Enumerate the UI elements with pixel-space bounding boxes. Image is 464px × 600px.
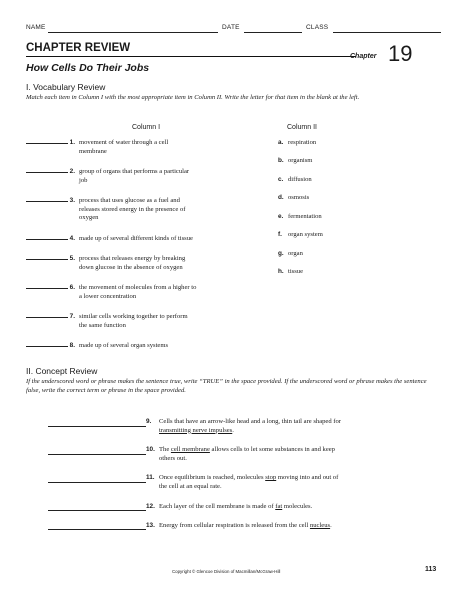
option-item: e. fermentation: [278, 213, 322, 220]
answer-blank[interactable]: [26, 172, 68, 173]
item-number: 3.: [69, 197, 75, 204]
item-text: membrane: [79, 147, 107, 155]
concept-text: The cell membrane allows cells to let some substances in and keep others out.: [159, 446, 335, 462]
list-item: [26, 197, 186, 222]
answer-blank[interactable]: [26, 143, 68, 144]
item-text: movement of water through a cell: [79, 139, 169, 146]
page-number: 113: [425, 566, 437, 573]
item-text: made up of several organ systems: [79, 342, 169, 349]
option-item: d. osmosis: [278, 194, 310, 201]
item-text: oxygen: [79, 214, 99, 222]
list-item: [26, 139, 169, 155]
item-text: process that releases energy by breaking: [79, 255, 186, 262]
item-number: 8.: [69, 342, 75, 349]
concept-text: Each layer of the cell membrane is made of fat molecules.: [159, 503, 313, 510]
column-1-heading: Column I: [132, 124, 161, 131]
answer-blank[interactable]: [26, 239, 68, 240]
list-item: 10.: [146, 446, 155, 453]
date-field[interactable]: [244, 32, 302, 33]
concept-text: Cells that have an arrow-like head and a long, thin tail are shaped for transmitting nerve impulses.: [159, 418, 341, 434]
item-number: 7.: [69, 313, 75, 320]
answer-blank[interactable]: [26, 288, 68, 289]
list-item: [26, 168, 190, 184]
chapter-label: Chapter: [350, 53, 377, 60]
item-number: 2.: [69, 168, 75, 175]
list-item: [26, 235, 193, 244]
item-number: 1.: [69, 139, 75, 146]
item-number: 6.: [69, 284, 75, 291]
option-item: c. diffusion: [278, 176, 312, 183]
column-2-heading: Column II: [287, 124, 317, 131]
copyright-notice: Copyright © Glencoe Division of Macmillan/McGraw-Hill: [172, 569, 281, 574]
option-item: f. organ system: [278, 231, 323, 238]
item-text: made up of several different kinds of tissue: [79, 235, 193, 242]
class-label: CLASS: [306, 24, 329, 31]
option-item: a. respiration: [278, 139, 317, 146]
name-field[interactable]: [48, 32, 218, 33]
item-text: the same function: [79, 321, 126, 329]
item-text: process that uses glucose as a fuel and: [79, 197, 180, 204]
vocabulary-review-heading: I. Vocabulary Review: [26, 82, 106, 92]
answer-line[interactable]: [48, 529, 146, 530]
concept-text: Once equilibrium is reached, molecules stop moving into and out of the cell at an equal rate.: [159, 474, 339, 490]
chapter-number: 19: [388, 41, 413, 66]
date-label: DATE: [222, 24, 240, 31]
name-label: NAME: [26, 24, 46, 31]
list-item: 11.: [146, 474, 155, 481]
list-item: 13.: [146, 522, 155, 529]
list-item: [26, 313, 188, 329]
answer-blank[interactable]: [26, 259, 68, 260]
class-field[interactable]: [333, 32, 441, 33]
answer-blank[interactable]: [26, 201, 68, 202]
answer-blank[interactable]: [26, 346, 68, 347]
item-text: a lower concentration: [79, 292, 137, 300]
answer-line[interactable]: [48, 454, 146, 455]
answer-line[interactable]: [48, 510, 146, 511]
item-text: group of organs that performs a particular: [79, 168, 190, 175]
list-item: [26, 284, 197, 300]
concept-instructions: If the underscored word or phrase makes the sentence true, write “TRUE” in the space provided. If the underscored word or phrase makes the sentence false, write the correct term or phrase in the space provided.: [26, 378, 427, 394]
item-text: releases stored energy in the presence of: [79, 205, 186, 213]
answer-line[interactable]: [48, 426, 146, 427]
header-rule: [26, 56, 356, 57]
list-item: [26, 255, 186, 271]
list-item: 9.: [146, 418, 152, 425]
option-item: g. organ: [278, 250, 303, 257]
item-text: job: [79, 176, 88, 184]
item-number: 4.: [69, 235, 75, 242]
item-text: down glucose in the absence of oxygen: [79, 263, 183, 271]
answer-line[interactable]: [48, 482, 146, 483]
list-item: [26, 342, 169, 351]
list-item: 12.: [146, 503, 155, 510]
chapter-review-heading: CHAPTER REVIEW: [26, 42, 131, 54]
page-title: How Cells Do Their Jobs: [26, 62, 150, 74]
concept-review-heading: II. Concept Review: [26, 366, 98, 376]
vocabulary-instructions: Match each item in Column I with the most appropriate item in Column II. Write the letter for that item in the blank at the left.: [26, 94, 360, 101]
item-number: 5.: [69, 255, 75, 262]
item-text: similar cells working together to perform: [79, 313, 188, 320]
item-text: the movement of molecules from a higher to: [79, 284, 197, 291]
answer-blank[interactable]: [26, 317, 68, 318]
concept-text: Energy from cellular respiration is released from the cell nucleus.: [159, 522, 332, 529]
option-item: h. tissue: [278, 268, 304, 275]
option-item: b. organism: [278, 157, 313, 164]
